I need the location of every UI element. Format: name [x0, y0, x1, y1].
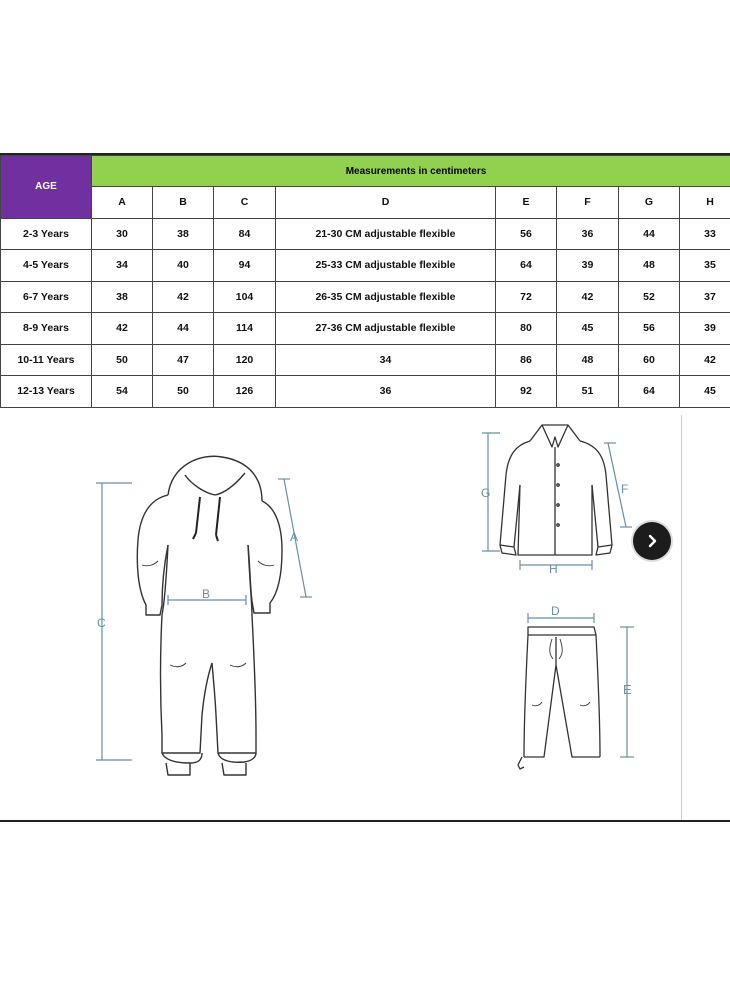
table-row [1, 281, 730, 313]
cell-b: 44 [153, 313, 214, 345]
age-cell: 4-5 Years [1, 250, 92, 282]
column-header-a: A [92, 187, 153, 219]
cell-c: 94 [214, 250, 276, 282]
cell-f: 51 [557, 376, 619, 408]
cell-e: 64 [496, 250, 557, 282]
cell-h: 42 [680, 344, 730, 376]
cell-d: 36 [276, 376, 496, 408]
cell-a: 38 [92, 281, 153, 313]
cell-h: 39 [680, 313, 730, 345]
cell-h: 35 [680, 250, 730, 282]
table-row [1, 313, 730, 345]
cell-h: 33 [680, 218, 730, 250]
cell-e: 80 [496, 313, 557, 345]
divider [681, 415, 682, 820]
age-cell: 12-13 Years [1, 376, 92, 408]
cell-c: 84 [214, 218, 276, 250]
column-header-row [1, 187, 730, 219]
cell-g: 52 [619, 281, 680, 313]
cell-f: 48 [557, 344, 619, 376]
cell-e: 92 [496, 376, 557, 408]
column-header-g: G [619, 187, 680, 219]
measurements-header: Measurements in centimeters [92, 156, 730, 187]
column-header-b: B [153, 187, 214, 219]
cell-c: 114 [214, 313, 276, 345]
cell-g: 64 [619, 376, 680, 408]
label-a: A [290, 530, 299, 544]
cell-e: 86 [496, 344, 557, 376]
chevron-right-icon [644, 533, 660, 549]
column-header-h: H [680, 187, 730, 219]
onesie-illustration [137, 456, 282, 775]
cell-a: 34 [92, 250, 153, 282]
cell-g: 60 [619, 344, 680, 376]
cell-c: 126 [214, 376, 276, 408]
cell-f: 45 [557, 313, 619, 345]
table-row [1, 344, 730, 376]
label-e: E [623, 682, 632, 697]
age-cell: 10-11 Years [1, 344, 92, 376]
next-button[interactable] [633, 522, 671, 560]
cell-d: 26-35 CM adjustable flexible [276, 281, 496, 313]
label-d: D [551, 604, 560, 618]
cell-d: 21-30 CM adjustable flexible [276, 218, 496, 250]
label-g: G [481, 486, 491, 500]
onesie-dimensions [96, 479, 312, 760]
label-c: C [97, 616, 106, 630]
cell-g: 44 [619, 218, 680, 250]
shirt-illustration [500, 425, 612, 555]
size-chart [0, 153, 730, 822]
cell-d: 25-33 CM adjustable flexible [276, 250, 496, 282]
cell-b: 50 [153, 376, 214, 408]
cell-b: 47 [153, 344, 214, 376]
column-header-c: C [214, 187, 276, 219]
cell-h: 37 [680, 281, 730, 313]
cell-b: 40 [153, 250, 214, 282]
age-cell: 2-3 Years [1, 218, 92, 250]
cell-c: 104 [214, 281, 276, 313]
age-cell: 8-9 Years [1, 313, 92, 345]
age-header: AGE [1, 156, 92, 219]
cell-b: 38 [153, 218, 214, 250]
garment-diagram [0, 415, 730, 822]
cell-e: 56 [496, 218, 557, 250]
cell-g: 56 [619, 313, 680, 345]
cell-e: 72 [496, 281, 557, 313]
garment-illustrations [0, 415, 730, 822]
table-row [1, 250, 730, 282]
label-h: H [549, 562, 558, 576]
cell-c: 120 [214, 344, 276, 376]
age-cell: 6-7 Years [1, 281, 92, 313]
label-b: B [202, 587, 211, 601]
shirt-dimensions [482, 433, 632, 570]
column-header-e: E [496, 187, 557, 219]
cell-g: 48 [619, 250, 680, 282]
cell-a: 54 [92, 376, 153, 408]
table-row [1, 376, 730, 408]
cell-f: 36 [557, 218, 619, 250]
cell-d: 34 [276, 344, 496, 376]
cell-d: 27-36 CM adjustable flexible [276, 313, 496, 345]
cell-b: 42 [153, 281, 214, 313]
cell-f: 42 [557, 281, 619, 313]
label-f: F [621, 482, 629, 496]
cell-a: 50 [92, 344, 153, 376]
size-table [0, 155, 730, 408]
column-header-f: F [557, 187, 619, 219]
cell-a: 30 [92, 218, 153, 250]
cell-h: 45 [680, 376, 730, 408]
table-row [1, 218, 730, 250]
cell-f: 39 [557, 250, 619, 282]
pants-illustration [518, 627, 600, 769]
cell-a: 42 [92, 313, 153, 345]
column-header-d: D [276, 187, 496, 219]
